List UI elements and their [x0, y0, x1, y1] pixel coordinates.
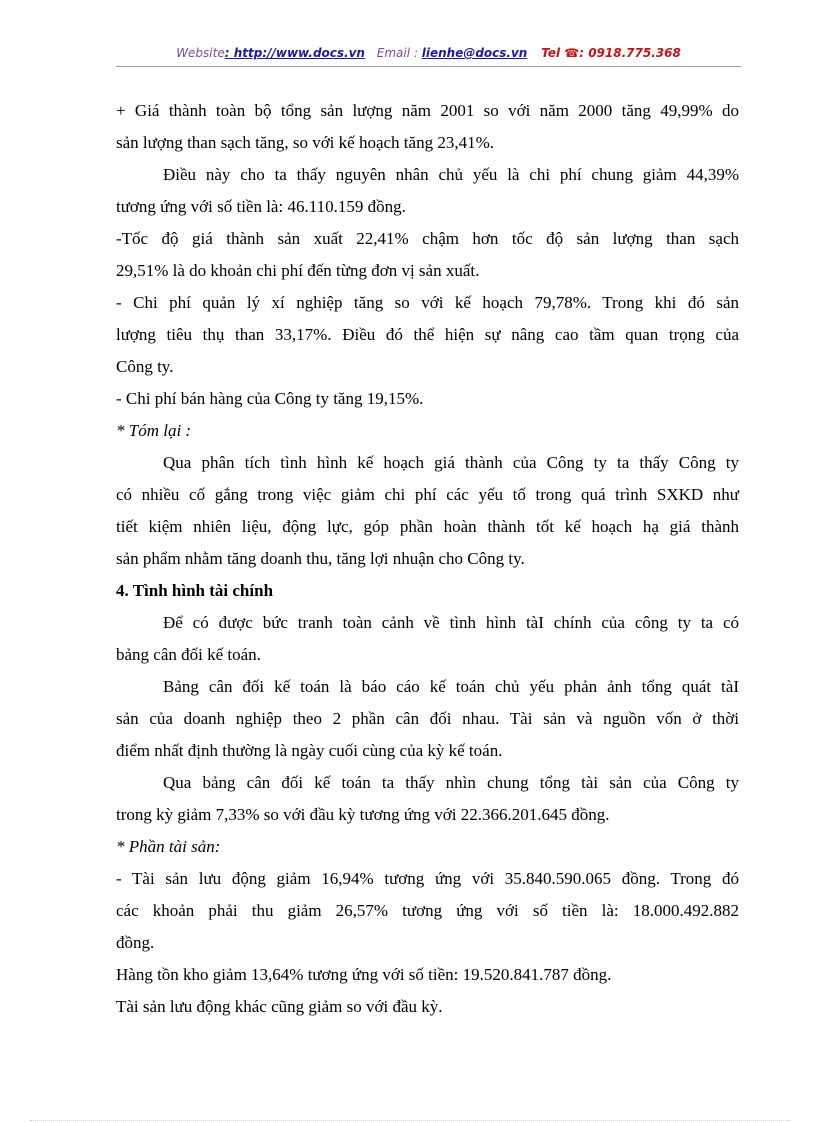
text-line: Hàng tồn kho giảm 13,64% tương ứng với số tiền: 19.520.841.787 đồng. [116, 965, 612, 984]
section-subheading: * Phần tài sản: [116, 837, 221, 856]
section-subheading: * Tóm lại : [116, 421, 192, 440]
text-line: lượng tiêu thụ than 33,17%. Điều đó thể hiện sự nâng cao tầm quan trọng của [116, 325, 739, 344]
text-line: tiết kiệm nhiên liệu, động lực, góp phần hoàn thành tốt kế hoạch hạ giá thành [116, 517, 739, 536]
text-line: -Tốc độ giá thành sản xuất 22,41% chậm hơn tốc độ sản lượng than sạch [116, 229, 739, 248]
text-line: sản của doanh nghiệp theo 2 phần cân đối nhau. Tài sản và nguồn vốn ở thời [116, 709, 739, 728]
website-link[interactable]: http://www.docs.vn [233, 46, 365, 60]
text-line: sản phẩm nhằm tăng doanh thu, tăng lợi nhuận cho Công ty. [116, 549, 525, 568]
text-line: sản lượng than sạch tăng, so với kế hoạch tăng 23,41%. [116, 133, 494, 152]
website-separator: : [224, 46, 234, 60]
email-link[interactable]: lienhe@docs.vn [421, 46, 528, 60]
text-line: Tài sản lưu động khác cũng giảm so với đầu kỳ. [116, 997, 443, 1016]
tel-number: : 0918.775.368 [579, 46, 681, 60]
text-line: Qua phân tích tình hình kế hoạch giá thành của Công ty ta thấy Công ty [163, 453, 739, 472]
text-line: đồng. [116, 933, 155, 952]
text-line: có nhiều cố gắng trong việc giảm chi phí các yếu tố trong quá trình SXKD như [116, 485, 739, 504]
tel-label: Tel [541, 46, 565, 60]
text-line: điểm nhất định thường là ngày cuối cùng của kỳ kế toán. [116, 741, 503, 760]
text-line: + Giá thành toàn bộ tổng sản lượng năm 2001 so với năm 2000 tăng 49,99% do [116, 101, 739, 120]
text-line: Qua bảng cân đối kế toán ta thấy nhìn chung tổng tài sản của Công ty [163, 773, 739, 792]
text-line: 29,51% là do khoản chi phí đến từng đơn vị sản xuất. [116, 261, 480, 280]
text-line: Để có được bức tranh toàn cảnh về tình hình tàI chính của công ty ta có [163, 613, 739, 632]
text-line: Điều này cho ta thấy nguyên nhân chủ yếu là chi phí chung giảm 44,39% [163, 165, 739, 184]
phone-icon: ☎ [564, 46, 580, 60]
text-line: tương ứng với số tiền là: 46.110.159 đồng. [116, 197, 406, 216]
text-line: - Chi phí bán hàng của Công ty tăng 19,15%. [116, 389, 424, 408]
text-line: bảng cân đối kế toán. [116, 645, 261, 664]
page-header [116, 46, 741, 60]
text-line: - Chi phí quản lý xí nghiệp tăng so với kế hoạch 79,78%. Trong khi đó sản [116, 293, 739, 312]
website-label: Website [176, 46, 225, 60]
text-line: các khoản phải thu giảm 26,57% tương ứng với số tiền là: 18.000.492.882 [116, 901, 739, 920]
text-line: Bảng cân đối kế toán là báo cáo kế toán chủ yếu phản ảnh tổng quát tàI [163, 677, 739, 696]
footer-divider [30, 1120, 790, 1121]
document-body [116, 95, 739, 1023]
text-line: trong kỳ giảm 7,33% so với đầu kỳ tương ứng với 22.366.201.645 đồng. [116, 805, 610, 824]
email-label: Email : [376, 46, 422, 60]
header-divider [116, 66, 741, 67]
text-line: - Tài sản lưu động giảm 16,94% tương ứng với 35.840.590.065 đồng. Trong đó [116, 869, 739, 888]
section-heading: 4. Tình hình tài chính [116, 581, 274, 600]
text-line: Công ty. [116, 357, 174, 376]
